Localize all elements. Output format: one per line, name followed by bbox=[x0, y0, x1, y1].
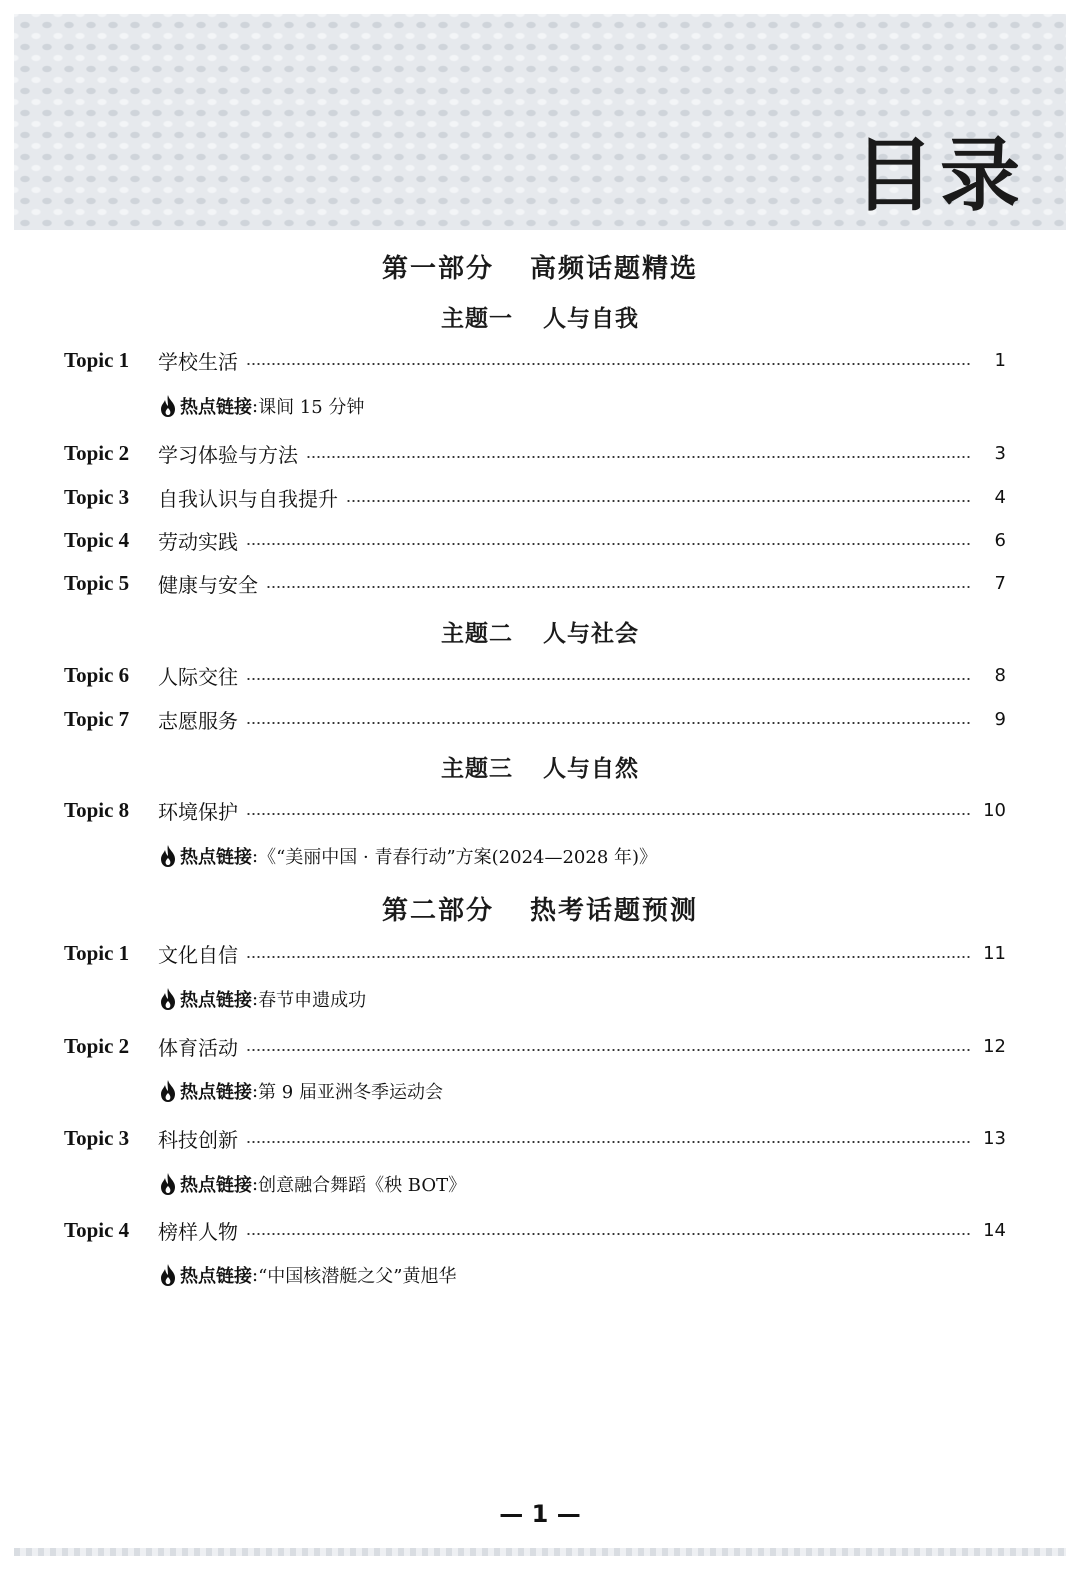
topic-code: Topic 5 bbox=[64, 570, 130, 595]
theme-label: 主题三 bbox=[441, 756, 513, 782]
hot-link-text: 春节申遗成功 bbox=[258, 990, 367, 1011]
topic-title: 人际交往 bbox=[158, 664, 238, 689]
topic-code: Topic 1 bbox=[64, 347, 130, 372]
dot-leader bbox=[246, 722, 972, 724]
theme-heading-1 bbox=[0, 300, 1080, 333]
page-number: 9 bbox=[994, 708, 1006, 730]
hot-link-8[interactable] bbox=[158, 842, 657, 870]
topic-title: 劳动实践 bbox=[158, 529, 238, 554]
page-number: 4 bbox=[994, 486, 1006, 508]
theme-label: 主题一 bbox=[441, 306, 513, 332]
page-number: 14 bbox=[983, 1219, 1006, 1241]
topic-code: Topic 6 bbox=[64, 662, 130, 687]
page-number: 12 bbox=[983, 1035, 1006, 1057]
part-title: 热考话题预测 bbox=[530, 896, 699, 926]
toc-entry-10[interactable] bbox=[64, 1031, 1006, 1061]
dot-leader bbox=[246, 1049, 972, 1051]
hot-link-colon: : bbox=[252, 1264, 259, 1286]
bottom-decoration bbox=[14, 1548, 1066, 1556]
toc-entry-6[interactable] bbox=[64, 660, 1006, 690]
page-number-footer: — 1 — bbox=[499, 1500, 581, 1528]
hot-link-10[interactable] bbox=[158, 1077, 443, 1105]
topic-title: 健康与安全 bbox=[158, 572, 258, 597]
topic-title: 自我认识与自我提升 bbox=[158, 486, 338, 511]
hot-link-text: 《“美丽中国 · 青春行动”方案(2024—2028 年)》 bbox=[258, 847, 658, 868]
part-label: 第一部分 bbox=[381, 254, 494, 284]
topic-code: Topic 4 bbox=[64, 527, 130, 552]
topic-code: Topic 7 bbox=[64, 706, 130, 731]
theme-title: 人与自然 bbox=[543, 756, 639, 782]
hot-link-9[interactable] bbox=[158, 985, 366, 1013]
part-heading-2 bbox=[0, 890, 1080, 927]
flame-icon bbox=[158, 1263, 178, 1287]
hot-link-colon: : bbox=[252, 845, 259, 867]
theme-title: 人与自我 bbox=[543, 306, 639, 332]
topic-title: 学习体验与方法 bbox=[158, 442, 298, 467]
hot-link-label: 热点链接 bbox=[180, 990, 252, 1011]
part-heading-1 bbox=[0, 248, 1080, 285]
topic-code: Topic 8 bbox=[64, 797, 130, 822]
toc-entry-8[interactable] bbox=[64, 795, 1006, 825]
toc-entry-12[interactable] bbox=[64, 1215, 1006, 1245]
dot-leader bbox=[246, 813, 972, 815]
page-number: 6 bbox=[994, 529, 1006, 551]
hot-link-label: 热点链接 bbox=[180, 1175, 252, 1196]
theme-title: 人与社会 bbox=[543, 621, 639, 647]
page-number: 7 bbox=[994, 572, 1006, 594]
page-number: 8 bbox=[994, 664, 1006, 686]
hot-link-colon: : bbox=[252, 1080, 259, 1102]
hot-link-1[interactable] bbox=[158, 392, 364, 420]
toc-entry-5[interactable] bbox=[64, 568, 1006, 598]
dot-leader bbox=[246, 678, 972, 680]
theme-heading-3 bbox=[0, 750, 1080, 783]
hot-link-label: 热点链接 bbox=[180, 397, 252, 418]
dot-leader bbox=[246, 363, 972, 365]
dot-leader bbox=[246, 543, 972, 545]
topic-code: Topic 2 bbox=[64, 1033, 130, 1058]
topic-title: 文化自信 bbox=[158, 942, 238, 967]
toc-entry-11[interactable] bbox=[64, 1123, 1006, 1153]
topic-title: 科技创新 bbox=[158, 1127, 238, 1152]
page-number: 13 bbox=[983, 1127, 1006, 1149]
page-number: 10 bbox=[983, 799, 1006, 821]
toc-entry-4[interactable] bbox=[64, 525, 1006, 555]
topic-title: 环境保护 bbox=[158, 799, 238, 824]
flame-icon bbox=[158, 394, 178, 418]
flame-icon bbox=[158, 1172, 178, 1196]
toc-entry-3[interactable] bbox=[64, 482, 1006, 512]
toc-entry-7[interactable] bbox=[64, 704, 1006, 734]
topic-title: 榜样人物 bbox=[158, 1219, 238, 1244]
toc-entry-2[interactable] bbox=[64, 438, 1006, 468]
hot-link-text: “中国核潜艇之父”黄旭华 bbox=[258, 1266, 457, 1287]
hot-link-12[interactable] bbox=[158, 1261, 456, 1289]
hot-link-text: 创意融合舞蹈《秧 BOT》 bbox=[258, 1175, 467, 1196]
page-title: 目录 bbox=[854, 129, 1026, 222]
hot-link-colon: : bbox=[252, 1173, 259, 1195]
hot-link-colon: : bbox=[252, 988, 259, 1010]
hot-link-label: 热点链接 bbox=[180, 1266, 252, 1287]
page-number: 11 bbox=[983, 942, 1006, 964]
topic-code: Topic 1 bbox=[64, 940, 130, 965]
hot-link-colon: : bbox=[252, 395, 259, 417]
topic-code: Topic 2 bbox=[64, 440, 130, 465]
page-number: 1 bbox=[994, 349, 1006, 371]
hot-link-label: 热点链接 bbox=[180, 1082, 252, 1103]
topic-code: Topic 4 bbox=[64, 1217, 130, 1242]
flame-icon bbox=[158, 987, 178, 1011]
flame-icon bbox=[158, 1079, 178, 1103]
dot-leader bbox=[246, 956, 972, 958]
theme-heading-2 bbox=[0, 615, 1080, 648]
hot-link-text: 课间 15 分钟 bbox=[258, 397, 365, 418]
topic-title: 体育活动 bbox=[158, 1035, 238, 1060]
page-number: 3 bbox=[994, 442, 1006, 464]
topic-title: 志愿服务 bbox=[158, 708, 238, 733]
part-title: 高频话题精选 bbox=[530, 254, 699, 284]
dot-leader bbox=[306, 456, 972, 458]
topic-code: Topic 3 bbox=[64, 1125, 130, 1150]
topic-title: 学校生活 bbox=[158, 349, 238, 374]
header-banner bbox=[14, 14, 1066, 230]
part-label: 第二部分 bbox=[381, 896, 494, 926]
hot-link-11[interactable] bbox=[158, 1170, 466, 1198]
dot-leader bbox=[346, 500, 972, 502]
hot-link-label: 热点链接 bbox=[180, 847, 252, 868]
toc-entry-1[interactable] bbox=[64, 345, 1006, 375]
dot-leader bbox=[246, 1141, 972, 1143]
dot-leader bbox=[266, 586, 972, 588]
toc-entry-9[interactable] bbox=[64, 938, 1006, 968]
theme-label: 主题二 bbox=[441, 621, 513, 647]
dot-leader bbox=[246, 1233, 972, 1235]
hot-link-text: 第 9 届亚洲冬季运动会 bbox=[258, 1082, 443, 1103]
topic-code: Topic 3 bbox=[64, 484, 130, 509]
flame-icon bbox=[158, 844, 178, 868]
